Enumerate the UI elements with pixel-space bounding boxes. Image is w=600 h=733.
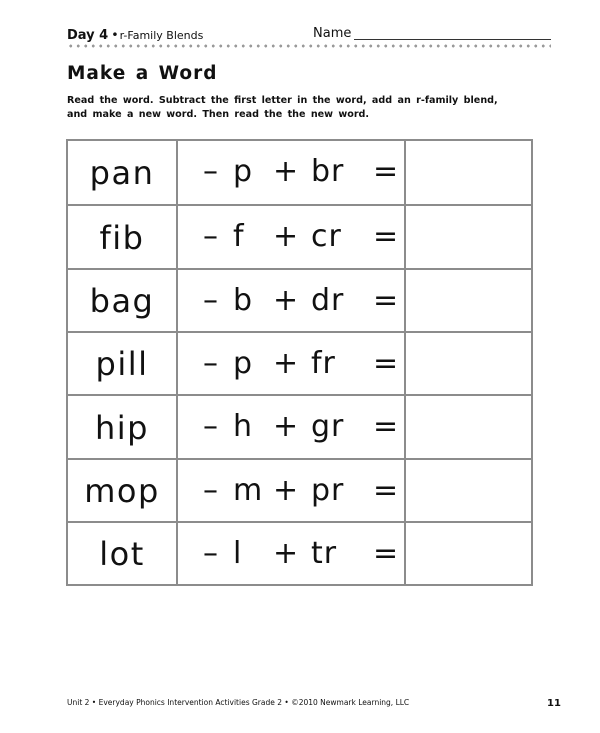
minus-sign: – xyxy=(203,154,218,189)
equation-cell xyxy=(178,460,406,523)
equation-cell xyxy=(178,270,406,333)
plus-sign: + xyxy=(273,472,299,508)
r-blend: dr xyxy=(311,282,345,318)
equation-cell xyxy=(178,141,406,204)
table-row xyxy=(68,268,531,333)
r-blend: fr xyxy=(311,345,336,381)
name-label: Name xyxy=(313,26,352,41)
plus-sign: + xyxy=(273,282,299,318)
answer-box[interactable] xyxy=(406,270,531,333)
day-number: Day 4 xyxy=(67,28,109,43)
equals-sign: = xyxy=(373,345,399,381)
name-write-line[interactable] xyxy=(354,39,551,40)
start-word: fib xyxy=(68,206,178,269)
table-row xyxy=(68,458,531,523)
equals-sign: = xyxy=(373,219,399,255)
subtract-letter: b xyxy=(233,282,253,318)
day-label xyxy=(67,27,203,43)
answer-box[interactable] xyxy=(406,523,531,586)
r-blend: tr xyxy=(311,535,338,571)
page-title: Make a Word xyxy=(67,63,218,84)
minus-sign: – xyxy=(203,409,218,445)
start-word: pan xyxy=(68,141,178,204)
start-word: hip xyxy=(68,396,178,459)
plus-sign: + xyxy=(273,535,299,571)
minus-sign: – xyxy=(203,219,218,255)
answer-box[interactable] xyxy=(406,460,531,523)
table-row xyxy=(68,141,531,204)
minus-sign: – xyxy=(203,282,218,318)
equation-cell xyxy=(178,396,406,459)
subtract-letter: m xyxy=(233,472,263,508)
equation-cell xyxy=(178,523,406,586)
dotted-divider xyxy=(67,44,551,48)
r-blend: gr xyxy=(311,409,345,445)
start-word: mop xyxy=(68,460,178,523)
r-blend: pr xyxy=(311,472,345,508)
page-header xyxy=(67,24,551,44)
equals-sign: = xyxy=(373,154,399,189)
plus-sign: + xyxy=(273,154,299,189)
day-separator: • xyxy=(111,27,119,42)
table-row xyxy=(68,394,531,459)
name-field xyxy=(313,25,351,41)
start-word: bag xyxy=(68,270,178,333)
equation-cell xyxy=(178,206,406,269)
equation-cell xyxy=(178,333,406,396)
plus-sign: + xyxy=(273,345,299,381)
subtract-letter: l xyxy=(233,535,242,571)
minus-sign: – xyxy=(203,345,218,381)
answer-box[interactable] xyxy=(406,206,531,269)
page-number: 11 xyxy=(547,698,561,709)
subtract-letter: h xyxy=(233,409,253,445)
subtract-letter: p xyxy=(233,345,253,381)
table-row xyxy=(68,331,531,396)
equals-sign: = xyxy=(373,535,399,571)
subtract-letter: f xyxy=(233,219,244,255)
minus-sign: – xyxy=(203,535,218,571)
answer-box[interactable] xyxy=(406,141,531,204)
word-table xyxy=(66,139,533,586)
day-topic: r-Family Blends xyxy=(119,29,204,42)
start-word: pill xyxy=(68,333,178,396)
table-row xyxy=(68,521,531,586)
equals-sign: = xyxy=(373,472,399,508)
answer-box[interactable] xyxy=(406,396,531,459)
instructions: Read the word. Subtract the first letter in the word, add an r-family blend, and make a new word. Then read the the new word. xyxy=(67,95,498,120)
plus-sign: + xyxy=(273,409,299,445)
plus-sign: + xyxy=(273,219,299,255)
answer-box[interactable] xyxy=(406,333,531,396)
footer-credit: Unit 2 • Everyday Phonics Intervention Activities Grade 2 • ©2010 Newmark Learning, LLC xyxy=(67,698,410,707)
r-blend: br xyxy=(311,154,345,189)
subtract-letter: p xyxy=(233,154,253,189)
r-blend: cr xyxy=(311,219,342,255)
table-row xyxy=(68,204,531,269)
start-word: lot xyxy=(68,523,178,586)
minus-sign: – xyxy=(203,472,218,508)
equals-sign: = xyxy=(373,409,399,445)
equals-sign: = xyxy=(373,282,399,318)
